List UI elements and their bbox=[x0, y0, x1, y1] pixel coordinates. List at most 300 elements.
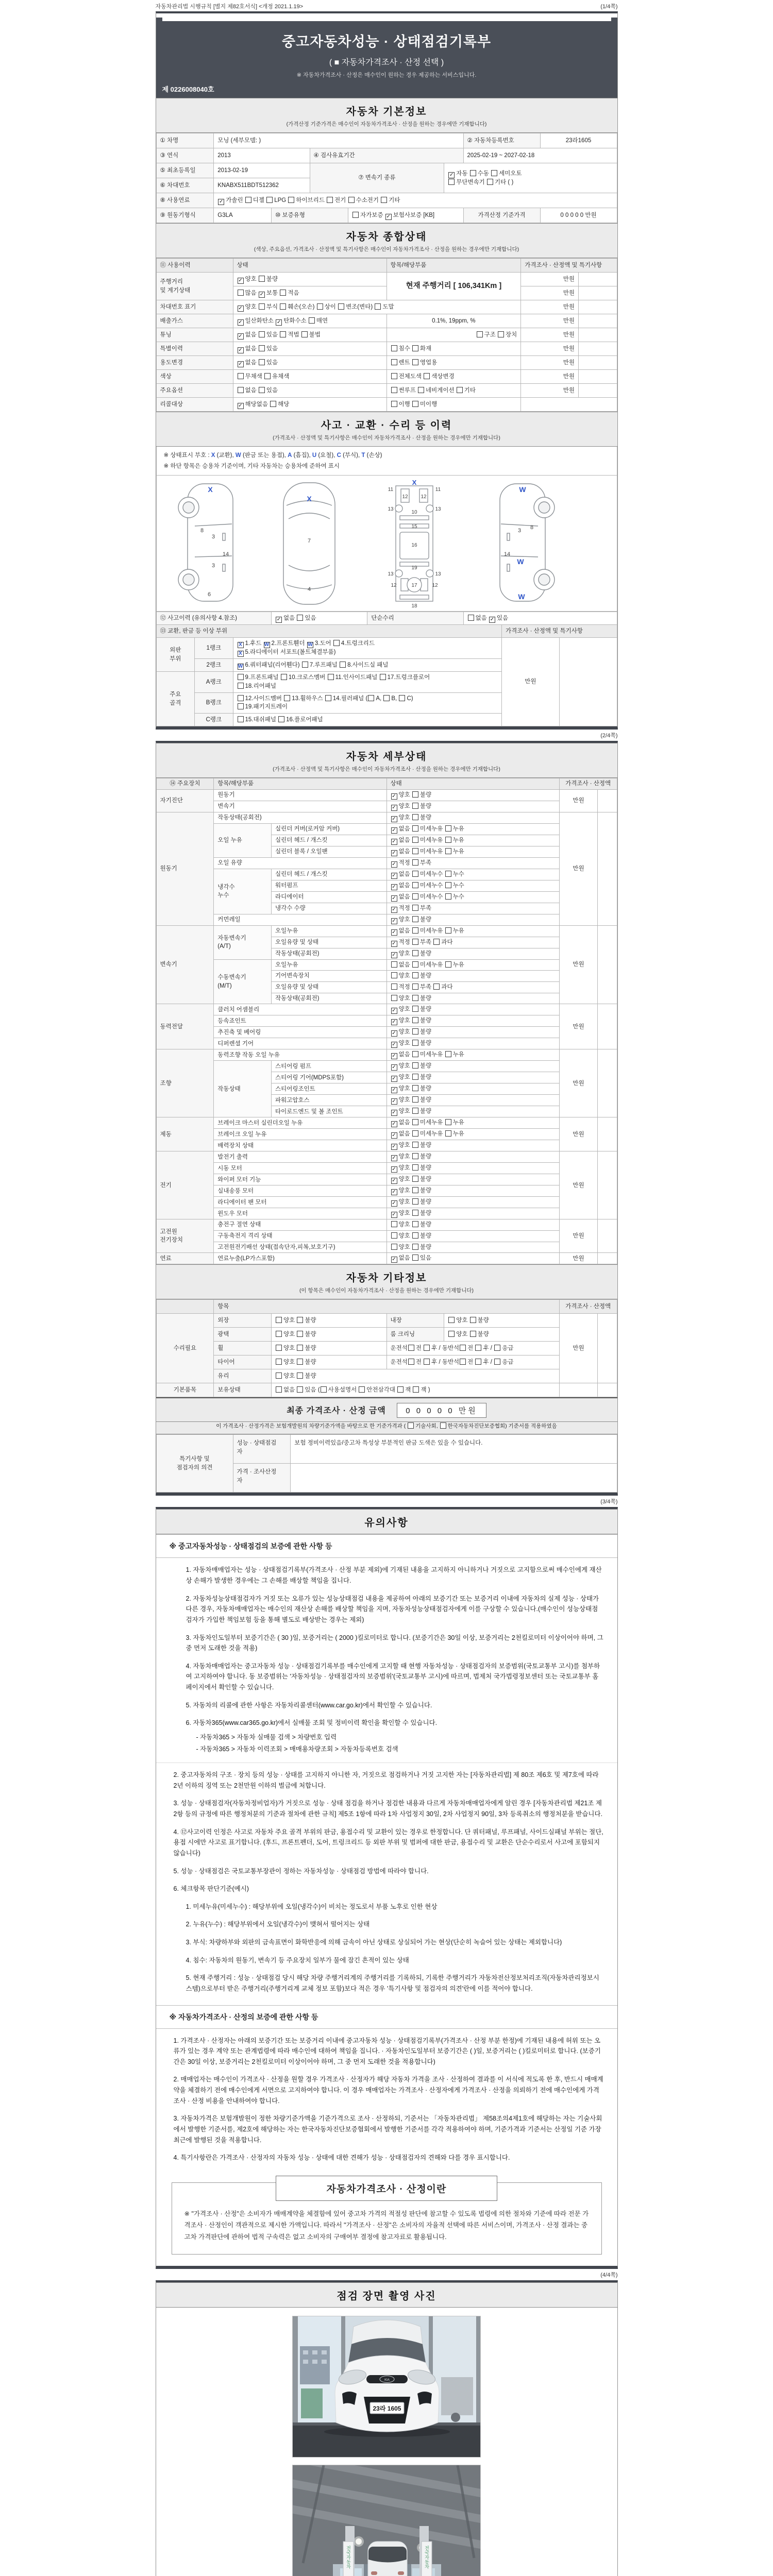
checkbox-checked[interactable] bbox=[238, 347, 244, 353]
checkbox-empty[interactable] bbox=[276, 1317, 282, 1323]
checkbox-empty[interactable] bbox=[297, 1331, 303, 1337]
checkbox-empty[interactable] bbox=[309, 317, 315, 324]
checkbox-empty[interactable] bbox=[445, 1051, 451, 1057]
checkbox-checked[interactable] bbox=[391, 1155, 397, 1161]
checkbox-checked[interactable] bbox=[391, 839, 397, 845]
table-cell: ✓ 양호 불량 bbox=[386, 1151, 559, 1163]
checkbox-checked[interactable] bbox=[238, 403, 244, 409]
checkbox-empty[interactable] bbox=[327, 197, 333, 203]
table-cell: 침수 화재 bbox=[386, 342, 521, 356]
table-row bbox=[156, 801, 617, 812]
checkbox-empty[interactable] bbox=[412, 814, 418, 820]
checkbox-empty[interactable] bbox=[445, 882, 451, 888]
checkbox-empty[interactable] bbox=[238, 373, 244, 379]
checkbox-checked[interactable] bbox=[391, 861, 397, 868]
checkbox-empty[interactable] bbox=[412, 1051, 418, 1057]
table-cell: 가격조사 · 산정액 bbox=[559, 1300, 617, 1314]
checkbox-empty[interactable] bbox=[381, 197, 387, 203]
checkbox-empty[interactable] bbox=[259, 331, 265, 337]
table-cell: 오일유량 및 상태 bbox=[272, 937, 387, 948]
checkbox-checked[interactable] bbox=[489, 617, 495, 623]
checkbox-x-mark[interactable]: X bbox=[238, 642, 244, 648]
checkbox-empty[interactable] bbox=[297, 615, 303, 621]
table-cell: 실린더 블록 / 오일팬 bbox=[272, 846, 387, 857]
checkbox-empty[interactable] bbox=[412, 1028, 418, 1035]
checkbox-checked[interactable] bbox=[391, 1098, 397, 1105]
checkbox-empty[interactable] bbox=[391, 961, 397, 968]
checkbox-empty[interactable] bbox=[412, 1074, 418, 1080]
checkbox-empty[interactable] bbox=[297, 1317, 303, 1323]
checkbox-empty[interactable] bbox=[297, 1345, 303, 1351]
checkbox-w-mark[interactable]: W bbox=[264, 642, 270, 648]
table-cell: 타이어 bbox=[214, 1355, 272, 1369]
checkbox-empty[interactable] bbox=[412, 950, 418, 956]
checkbox-empty[interactable] bbox=[412, 1198, 418, 1205]
note-item: 3. 자동차가격은 보험개발원이 정한 차량기준가액을 기준가격으로 조사 · 산정하되, 기준서는 「자동차관리법」 제58조의4제1호에 해당하는 자는 기술사회에서 발행한 기준서를, 제2호에 해당하는 자는 한국자동차진단보증협회에서 발행한 기준서를 각각 적용하여야 하며, 기준가격과 기준서는 산정일 기준 가장 최근에 발행된 것을 적용합니다. bbox=[173, 2115, 602, 2144]
checkbox-x-mark[interactable]: X bbox=[238, 651, 244, 657]
checkbox-empty[interactable] bbox=[412, 1040, 418, 1046]
checkbox-checked[interactable] bbox=[391, 1064, 397, 1071]
checkbox-empty[interactable] bbox=[397, 1386, 404, 1393]
table-cell: 만원 bbox=[521, 342, 579, 356]
checkbox-checked[interactable] bbox=[391, 1212, 397, 1218]
checkbox-empty[interactable] bbox=[391, 359, 397, 365]
explain-box-title: 자동차가격조사 · 산정이란 bbox=[276, 2176, 497, 2201]
checkbox-empty[interactable] bbox=[297, 1359, 303, 1365]
note-item: 2. 매매업자는 매수인이 가격조사 · 산정을 원할 경우 가격조사 · 산정자가 해당 자동차 가격을 조사 · 산정하여 결과를 이 서식에 적도록 한 후, 반드시 매매계약을 체결하기 전에 매수인에게 서면으로 고지하여야 합니다. 이 경우 매매업자는 가격조사 · 산정자에게 가격조사 · 산정을 의뢰하기 전에 매수인에게 가격조사 · 산정 비용을 안내하여야 합니다. bbox=[173, 2076, 603, 2105]
checkbox-empty[interactable] bbox=[445, 825, 451, 832]
checkbox-empty[interactable] bbox=[259, 345, 265, 351]
table-cell: 수리필요 bbox=[156, 1314, 214, 1383]
note-item: 2. 자동차성능상태점검자가 거짓 또는 오류가 있는 성능상태점검 내용을 제공하여 아래의 보증기간 또는 보증거리 이내에 자동차의 실제 성능 · 상태가 다른 경우, 자동차매매업자는 매수인의 재산상 손해를 배상할 책임을 지며, 자동차성능상태점검자에게 이를 구상할 수 있습니다.(매수인이 성능상태점검자가 가입한 책임보험 등을 통해 별도로 배상받는 경우는 제외) bbox=[186, 1595, 599, 1623]
checkbox-empty[interactable] bbox=[412, 1130, 418, 1137]
checkbox-empty[interactable] bbox=[412, 803, 418, 809]
checkbox-checked[interactable] bbox=[276, 617, 282, 623]
checkbox-empty[interactable] bbox=[348, 197, 355, 203]
checkbox-empty[interactable] bbox=[412, 995, 418, 1001]
section-title: 자동차 종합상태 bbox=[346, 231, 427, 243]
checkbox-empty[interactable] bbox=[276, 1372, 282, 1379]
checkbox-empty[interactable] bbox=[412, 905, 418, 911]
section-etc-info bbox=[156, 1264, 617, 1299]
checkbox-checked[interactable] bbox=[391, 952, 397, 958]
checkbox-empty[interactable] bbox=[424, 373, 430, 379]
checkbox-checked[interactable] bbox=[391, 1030, 397, 1037]
checkbox-checked[interactable] bbox=[391, 1132, 397, 1139]
checkbox-empty[interactable] bbox=[412, 1232, 418, 1239]
checkbox-empty[interactable] bbox=[281, 674, 287, 680]
checkbox-checked[interactable] bbox=[259, 292, 265, 298]
checkbox-empty[interactable] bbox=[412, 791, 418, 798]
table-cell: 운전석 전 후 / 동반석 전 후 / 응급 bbox=[386, 1355, 559, 1369]
table-cell: 만원 bbox=[521, 328, 579, 342]
checkbox-empty[interactable] bbox=[412, 1153, 418, 1159]
checkbox-empty[interactable] bbox=[433, 939, 440, 945]
checkbox-empty[interactable] bbox=[297, 1372, 303, 1379]
checkbox-empty[interactable] bbox=[270, 401, 276, 407]
checkbox-empty[interactable] bbox=[412, 893, 418, 900]
checkbox-empty[interactable] bbox=[238, 290, 244, 296]
checkbox-empty[interactable] bbox=[460, 1345, 466, 1351]
checkbox-empty[interactable] bbox=[448, 1317, 455, 1323]
note-item: 6. 체크항목 판단기준(예시) bbox=[173, 1885, 249, 1893]
checkbox-checked[interactable] bbox=[385, 214, 392, 220]
table-row bbox=[156, 328, 617, 342]
checkbox-empty[interactable] bbox=[412, 1164, 418, 1171]
checkbox-checked[interactable] bbox=[391, 1087, 397, 1093]
checkbox-empty[interactable] bbox=[288, 197, 294, 203]
table-cell: ✓ 양호 불량 bbox=[386, 1163, 559, 1174]
checkbox-empty[interactable] bbox=[412, 1142, 418, 1148]
checkbox-empty[interactable] bbox=[457, 387, 463, 393]
checkbox-empty[interactable] bbox=[445, 871, 451, 877]
checkbox-empty[interactable] bbox=[412, 961, 418, 968]
table-cell: 기어변속장치 bbox=[272, 971, 387, 982]
checkbox-checked[interactable] bbox=[391, 929, 397, 936]
table-row bbox=[156, 1231, 617, 1242]
table-row bbox=[156, 1049, 617, 1061]
checkbox-empty[interactable] bbox=[276, 1359, 282, 1365]
checkbox-empty[interactable] bbox=[412, 848, 418, 854]
table-cell: ✓ 양호 불량 bbox=[386, 801, 559, 812]
table-cell: 배출가스 bbox=[156, 314, 233, 328]
checkbox-checked[interactable] bbox=[391, 1019, 397, 1025]
checkbox-empty[interactable] bbox=[445, 1119, 451, 1125]
checkbox-empty[interactable] bbox=[276, 1345, 282, 1351]
checkbox-checked[interactable] bbox=[238, 306, 244, 312]
svg-text:17: 17 bbox=[411, 583, 417, 589]
table-cell bbox=[598, 789, 617, 812]
checkbox-checked[interactable] bbox=[238, 278, 244, 284]
table-cell: ✓ 양호 불량 bbox=[386, 1027, 559, 1038]
svg-text:전국자동차: 전국자동차 bbox=[424, 2546, 429, 2569]
table-row bbox=[156, 638, 617, 659]
table-cell bbox=[579, 314, 617, 328]
checkbox-checked[interactable] bbox=[391, 1200, 397, 1207]
checkbox-empty[interactable] bbox=[325, 695, 331, 701]
table-cell: 가격 · 조사산정 자 bbox=[233, 1464, 291, 1493]
checkbox-empty[interactable] bbox=[383, 695, 390, 701]
checkbox-empty[interactable] bbox=[412, 1210, 418, 1216]
table-cell: ✓ 양호 불량 bbox=[386, 1208, 559, 1219]
checkbox-empty[interactable] bbox=[445, 927, 451, 934]
checkbox-empty[interactable] bbox=[338, 303, 344, 310]
checkbox-empty[interactable] bbox=[412, 1017, 418, 1023]
checkbox-empty[interactable] bbox=[380, 674, 386, 680]
checkbox-checked[interactable] bbox=[238, 361, 244, 367]
checkbox-checked[interactable] bbox=[218, 199, 224, 205]
checkbox-empty[interactable] bbox=[301, 331, 308, 337]
checkbox-empty[interactable] bbox=[445, 1130, 451, 1137]
table-cell: 만원 bbox=[559, 925, 598, 1004]
checkbox-empty[interactable] bbox=[475, 1359, 481, 1365]
table-cell: ✓ 양호 불량 bbox=[386, 1095, 559, 1106]
checkbox-empty[interactable] bbox=[391, 995, 397, 1001]
checkbox-empty[interactable] bbox=[266, 197, 273, 203]
checkbox-empty[interactable] bbox=[391, 984, 397, 990]
checkbox-empty[interactable] bbox=[433, 984, 440, 990]
table-cell: 작동상태(공회전) bbox=[272, 948, 387, 959]
table-cell: 양호 불량 bbox=[272, 1369, 560, 1383]
checkbox-empty[interactable] bbox=[412, 1062, 418, 1069]
checkbox-empty[interactable] bbox=[412, 345, 418, 351]
checkbox-empty[interactable] bbox=[412, 825, 418, 832]
checkbox-empty[interactable] bbox=[475, 1345, 481, 1351]
checkbox-checked[interactable] bbox=[391, 1166, 397, 1173]
table-cell: 수동변속기 (M/T) bbox=[214, 959, 272, 1004]
checkbox-empty[interactable] bbox=[412, 927, 418, 934]
checkbox-empty[interactable] bbox=[328, 674, 334, 680]
checkbox-empty[interactable] bbox=[278, 716, 284, 722]
checkbox-empty[interactable] bbox=[470, 1317, 476, 1323]
checkbox-empty[interactable] bbox=[468, 615, 474, 621]
table-cell: ✓ 양호 불량 bbox=[386, 1197, 559, 1208]
checkbox-checked[interactable] bbox=[391, 907, 397, 913]
note-item: 4. 자동차매매업자는 중고자동차 성능 · 상태점검기록부를 매수인에게 고지할 때 현행 자동차성능 · 상태점검자의 보증범위(국토교통부 고시)를 첨부하여 고지하여야 합니다. 동 보증범위는 '자동차성능 · 상태점검자의 보증범위'(국토교통부 고시)에 따르며, 법제처 국가법령정보센터 또는 국토교통부 홈페이지에서 확인할 수 있습니다. bbox=[186, 1662, 600, 1691]
checkbox-empty[interactable] bbox=[448, 1331, 455, 1337]
checkbox-empty[interactable] bbox=[412, 882, 418, 888]
checkbox-empty[interactable] bbox=[460, 1359, 466, 1365]
table-cell: 내장 bbox=[386, 1314, 444, 1328]
checkbox-empty[interactable] bbox=[391, 401, 397, 407]
checkbox-checked[interactable] bbox=[391, 1121, 397, 1127]
checkbox-empty[interactable] bbox=[259, 276, 265, 282]
checkbox-empty[interactable] bbox=[259, 387, 265, 393]
checkbox-empty[interactable] bbox=[302, 662, 308, 668]
checkbox-empty[interactable] bbox=[391, 1232, 397, 1239]
checkbox-checked[interactable] bbox=[391, 1042, 397, 1048]
checkbox-empty[interactable] bbox=[238, 674, 244, 680]
checkbox-empty[interactable] bbox=[333, 640, 340, 646]
checkbox-empty[interactable] bbox=[238, 703, 244, 709]
checkbox-empty[interactable] bbox=[445, 961, 451, 968]
checkbox-empty[interactable] bbox=[445, 848, 451, 854]
table-cell: 만원 bbox=[521, 314, 579, 328]
checkbox-empty[interactable] bbox=[391, 1221, 397, 1227]
checkbox-empty[interactable] bbox=[412, 1221, 418, 1227]
checkbox-empty[interactable] bbox=[412, 1119, 418, 1125]
checkbox-checked[interactable] bbox=[391, 816, 397, 822]
checkbox-empty[interactable] bbox=[470, 170, 476, 176]
checkbox-checked[interactable] bbox=[391, 895, 397, 902]
table-cell: 상태 bbox=[386, 778, 559, 790]
explain-box-body: ※ "가격조사 · 산정"은 소비자가 매매계약을 체결함에 있어 중고차 가격의 적절성 판단에 참고할 수 있도록 법령에 의한 절차와 기준에 따라 전문 가격조사 · 산정인이 객관적으로 제시한 가액입니다. 따라서 "가격조사 · 산정"은 소비자의 자율적 선택에 따른 서비스이며, 가격조사 · 산정 결과는 중고차 가격판단에 관하여 법적 구속력은 없고 소비자의 구매여부 결정에 참고자료로 활용됩니다. bbox=[184, 2210, 589, 2241]
checkbox-empty[interactable] bbox=[340, 662, 346, 668]
table-row bbox=[156, 1242, 617, 1253]
checkbox-empty[interactable] bbox=[424, 1345, 430, 1351]
checkbox-empty[interactable] bbox=[245, 197, 251, 203]
table-row bbox=[156, 1038, 617, 1049]
checkbox-checked[interactable] bbox=[448, 172, 455, 178]
checkbox-empty[interactable] bbox=[391, 1244, 397, 1250]
table-cell: ✓ 양호 불량 bbox=[386, 789, 559, 801]
checkbox-w-mark[interactable]: W bbox=[308, 642, 313, 648]
lift-banner-left bbox=[343, 2541, 354, 2576]
checkbox-empty[interactable] bbox=[280, 303, 286, 310]
checkbox-empty[interactable] bbox=[259, 303, 265, 310]
checkbox-empty[interactable] bbox=[391, 373, 397, 379]
checkbox-empty[interactable] bbox=[284, 695, 290, 701]
table-cell: 렌트 영업용 bbox=[386, 356, 521, 370]
table-cell: 파워고압호스 bbox=[272, 1095, 387, 1106]
table-cell: 커먼레일 bbox=[214, 914, 386, 925]
checkbox-checked[interactable] bbox=[391, 850, 397, 856]
table-cell: 가격산정 기준가격 bbox=[463, 208, 540, 223]
checkbox-checked[interactable] bbox=[391, 1144, 397, 1150]
checkbox-empty[interactable] bbox=[412, 1187, 418, 1193]
checkbox-empty[interactable] bbox=[238, 716, 244, 722]
checkbox-empty[interactable] bbox=[413, 1386, 419, 1393]
checkbox-checked[interactable] bbox=[238, 319, 244, 326]
checkbox-empty[interactable] bbox=[412, 939, 418, 945]
checkbox-empty[interactable] bbox=[368, 695, 374, 701]
checkbox-empty[interactable] bbox=[399, 695, 405, 701]
checkbox-empty[interactable] bbox=[412, 972, 418, 978]
table-row bbox=[156, 1004, 617, 1015]
table-cell: ③ 연식 bbox=[156, 148, 214, 163]
checkbox-empty[interactable] bbox=[408, 1422, 414, 1429]
table-cell: 만원 bbox=[559, 812, 598, 925]
checkbox-checked[interactable] bbox=[391, 873, 397, 879]
checkbox-empty[interactable] bbox=[445, 893, 451, 900]
table-row bbox=[156, 193, 617, 208]
table-cell: 만원 bbox=[559, 1117, 598, 1151]
checkbox-empty[interactable] bbox=[412, 871, 418, 877]
checkbox-empty[interactable] bbox=[412, 1108, 418, 1114]
checkbox-empty[interactable] bbox=[412, 916, 418, 922]
checkbox-checked[interactable] bbox=[391, 805, 397, 811]
checkbox-checked[interactable] bbox=[391, 1257, 397, 1263]
checkbox-empty[interactable] bbox=[412, 837, 418, 843]
checkbox-empty[interactable] bbox=[477, 331, 483, 337]
checkbox-empty[interactable] bbox=[494, 1345, 500, 1351]
table-cell: ✓ 없음 미세누수 누수 bbox=[386, 891, 559, 903]
checkbox-checked[interactable] bbox=[391, 918, 397, 924]
svg-text:16: 16 bbox=[411, 543, 417, 549]
checkbox-empty[interactable] bbox=[391, 972, 397, 978]
checkbox-empty[interactable] bbox=[259, 359, 265, 365]
checkbox-empty[interactable] bbox=[276, 1331, 282, 1337]
checkbox-empty[interactable] bbox=[440, 1422, 446, 1429]
svg-text:14: 14 bbox=[222, 551, 229, 558]
checkbox-empty[interactable] bbox=[238, 683, 244, 689]
table-cell: G3LA bbox=[214, 208, 272, 223]
checkbox-checked[interactable] bbox=[391, 827, 397, 834]
checkbox-empty[interactable] bbox=[238, 387, 244, 393]
checkbox-checked[interactable] bbox=[391, 884, 397, 890]
checkbox-empty[interactable] bbox=[359, 1386, 365, 1393]
note-item: 5. 성능 · 상태점검은 국토교통부장관이 정하는 자동차성능 · 상태점검 방법에 따라야 합니다. bbox=[173, 1867, 429, 1875]
checkbox-empty[interactable] bbox=[321, 1386, 327, 1393]
photo-list bbox=[156, 2308, 617, 2576]
checkbox-empty[interactable] bbox=[408, 1359, 414, 1365]
checkbox-empty[interactable] bbox=[280, 331, 286, 337]
table-cell: 오일유량 및 상태 bbox=[272, 982, 387, 993]
checkbox-empty[interactable] bbox=[491, 170, 497, 176]
table-cell: 외판 부위 bbox=[156, 638, 195, 672]
table-cell: 양호 불량 bbox=[386, 1231, 559, 1242]
checkbox-empty[interactable] bbox=[391, 387, 397, 393]
table-cell: 모닝 (세부모델: ) bbox=[214, 133, 463, 148]
checkbox-empty[interactable] bbox=[424, 1359, 430, 1365]
checkbox-empty[interactable] bbox=[352, 212, 359, 218]
final-price-row bbox=[156, 1397, 617, 1422]
checkbox-checked[interactable] bbox=[391, 1008, 397, 1014]
table-cell: 휠 bbox=[214, 1342, 272, 1355]
checkbox-empty[interactable] bbox=[391, 345, 397, 351]
section-notices bbox=[156, 1509, 617, 1534]
checkbox-checked[interactable] bbox=[391, 941, 397, 947]
table-cell: 만원 bbox=[521, 286, 579, 300]
table-cell: 오일누유 bbox=[272, 925, 387, 937]
table-cell: 변속기 bbox=[156, 925, 214, 1004]
checkbox-empty[interactable] bbox=[238, 695, 244, 701]
table-cell: 만원 bbox=[521, 300, 579, 314]
checkbox-empty[interactable] bbox=[412, 1176, 418, 1182]
table-row bbox=[156, 133, 617, 148]
checkbox-empty[interactable] bbox=[412, 1255, 418, 1261]
checkbox-checked[interactable] bbox=[391, 793, 397, 800]
checkbox-checked[interactable] bbox=[391, 1178, 397, 1184]
checkbox-empty[interactable] bbox=[498, 331, 504, 337]
checkbox-empty[interactable] bbox=[412, 359, 418, 365]
note-item: 2. 중고자동차의 구조 · 장치 등의 성능 · 상태를 고지하지 아니한 자, 거짓으로 점검하거나 거짓 고지한 자는 [자동차관리법] 제 80조 제6호 및 제7호에 따라 2년 이하의 징역 또는 2천만원 이하의 벌금에 처합니다. bbox=[173, 1771, 599, 1789]
table-cell: ✓ 없음 있음 bbox=[233, 342, 386, 356]
checkbox-empty[interactable] bbox=[418, 387, 424, 393]
checkbox-checked[interactable] bbox=[391, 1076, 397, 1082]
section-detail-status bbox=[156, 743, 617, 778]
checkbox-empty[interactable] bbox=[445, 837, 451, 843]
checkbox-empty[interactable] bbox=[412, 1244, 418, 1250]
checkbox-empty[interactable] bbox=[412, 1085, 418, 1091]
table-cell: 구조 장치 bbox=[386, 328, 521, 342]
checkbox-empty[interactable] bbox=[412, 401, 418, 407]
checkbox-empty[interactable] bbox=[276, 1386, 282, 1393]
checkbox-checked[interactable] bbox=[276, 319, 282, 326]
checkbox-checked[interactable] bbox=[238, 333, 244, 340]
checkbox-w-mark[interactable]: W bbox=[238, 663, 243, 669]
checkbox-empty[interactable] bbox=[448, 179, 455, 185]
table-cell: ✓ 양호 불량 bbox=[386, 1038, 559, 1049]
checkbox-empty[interactable] bbox=[297, 1386, 303, 1393]
table-cell: ✓ 양호 불량 bbox=[386, 1174, 559, 1185]
section-basic-info bbox=[156, 98, 617, 133]
checkbox-checked[interactable] bbox=[391, 1189, 397, 1195]
table-cell bbox=[598, 1383, 617, 1397]
section-title: 점검 장면 촬영 사진 bbox=[337, 2291, 436, 2302]
checkbox-empty[interactable] bbox=[412, 859, 418, 866]
checkbox-empty[interactable] bbox=[408, 1345, 414, 1351]
checkbox-empty[interactable] bbox=[412, 984, 418, 990]
table-cell: 만원 bbox=[521, 356, 579, 370]
checkbox-empty[interactable] bbox=[317, 303, 323, 310]
checkbox-checked[interactable] bbox=[391, 1110, 397, 1116]
checkbox-empty[interactable] bbox=[487, 179, 493, 185]
svg-text:18: 18 bbox=[411, 603, 417, 609]
checkbox-empty[interactable] bbox=[494, 1359, 500, 1365]
checkbox-checked[interactable] bbox=[391, 1053, 397, 1059]
checkbox-empty[interactable] bbox=[412, 1006, 418, 1012]
table-cell bbox=[598, 925, 617, 1004]
checkbox-empty[interactable] bbox=[375, 303, 381, 310]
table-cell: 원동기 bbox=[214, 789, 386, 801]
checkbox-empty[interactable] bbox=[470, 1331, 476, 1337]
checkbox-empty[interactable] bbox=[280, 290, 286, 296]
checkbox-empty[interactable] bbox=[264, 373, 271, 379]
table-cell: 브레이크 마스터 실린더오일 누유 bbox=[214, 1117, 386, 1129]
checkbox-empty[interactable] bbox=[412, 1096, 418, 1103]
table-cell: ✓ 없음 미세누유 누유 bbox=[386, 1129, 559, 1140]
